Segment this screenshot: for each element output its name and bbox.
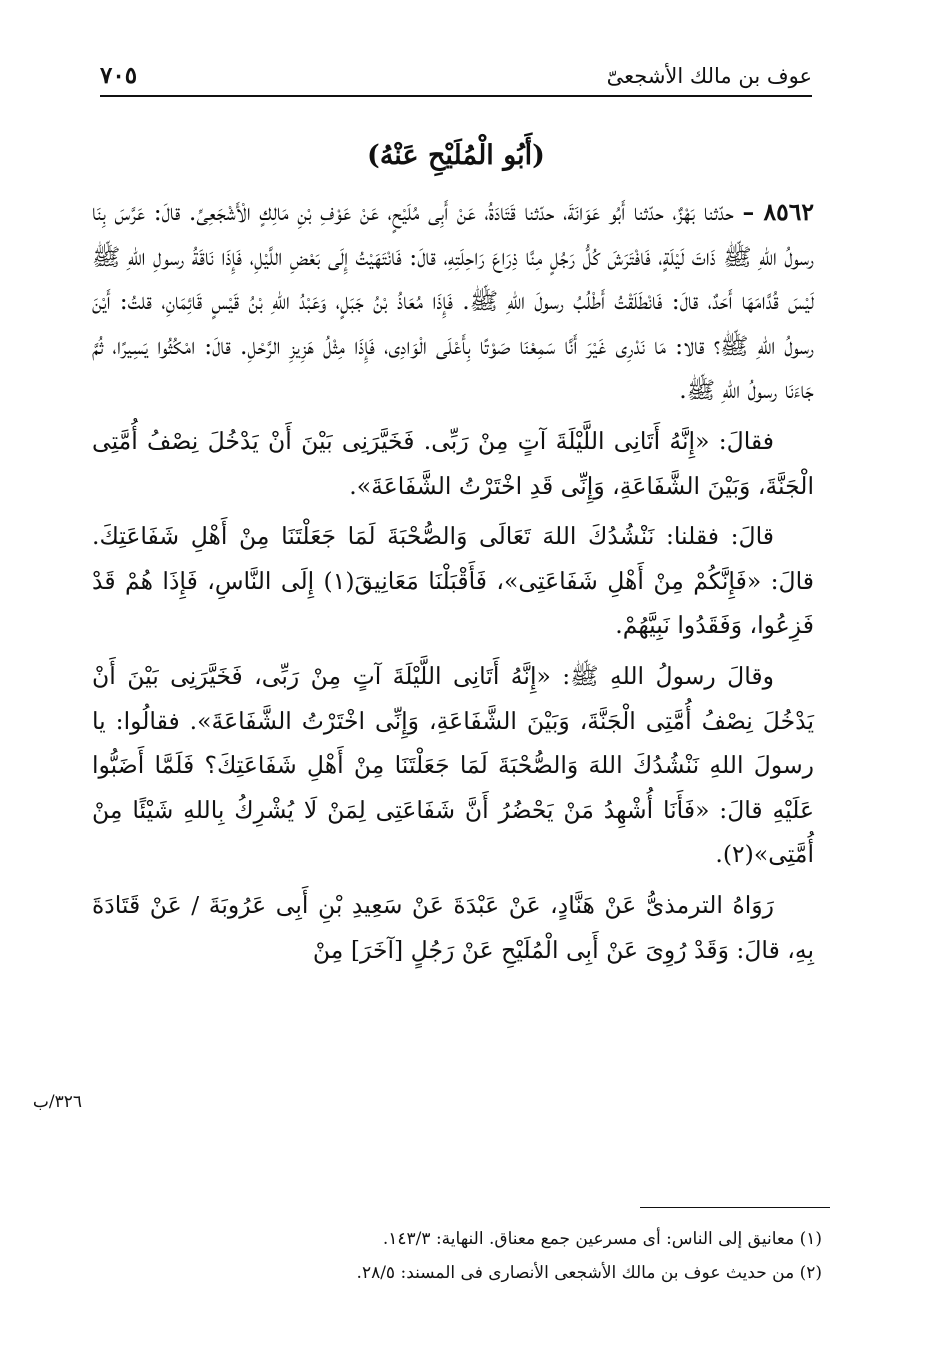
footnote-2: (٢) من حديث عوف بن مالك الأشجعى الأنصارى فى المسند: ٢٨/٥. [356, 1263, 822, 1283]
hadith-paragraph-3: قالَ: فقلنا: نَنْشُدُكَ اللهَ تَعَالَى وَالصُّحْبَةَ لَمَا جَعَلْتَنَا مِنْ أَهْلِ شَفَاعَتِكَ. قالَ: «فَإِنَّكُمْ مِنْ أَهْلِ شَفَاعَتِى»، فَأَقْبَلْنَا مَعَانِيقَ(١) إِلَى النَّاسِ، فَإِذَا هُمْ قَدْ فَزِعُوا، وَفَقَدُوا نَبِيَّهُمْ. [92, 522, 815, 640]
section-heading: (أَبُو الْمُلَيْحِ عَنْهُ) [367, 140, 545, 171]
running-title: عوف بن مالك الأشجعىّ [606, 64, 812, 88]
page-header [100, 58, 812, 98]
hadith-paragraph-2: فقالَ: «إِنَّهُ أَتَانِى اللَّيْلَةَ آتٍ مِنْ رَبِّى. فَخَيَّرَنِى بَيْنَ أَنْ يَدْخُلَ نِصْفُ أُمَّتِى الْجَنَّةَ، وَبَيْنَ الشَّفَاعَةِ، وَإِنِّى قَدِ اخْتَرْتُ الشَّفَاعَةَ». [92, 426, 814, 500]
footnote-1: (١) معانيق إلى الناس: أى مسرعين جمع معناق. النهاية: ١٤٣/٣. [382, 1229, 822, 1249]
hadith-number: ٨٥٦٢ – [742, 198, 814, 226]
footnotes [150, 1222, 822, 1290]
hadith-paragraph-5: رَوَاهُ الترمذىُّ عَنْ هَنَّادٍ، عَنْ عَبْدَةَ عَنْ سَعِيدِ بْنِ أَبِى عَرُوبَةَ / عَنْ قَتَادَةَ بِهِ، قالَ: وَقَدْ رُوِىَ عَنْ أَبِى الْمُلَيْحِ عَنْ رَجُلٍ [آخَرَ] مِنْ [92, 890, 814, 964]
hadith-paragraph-1 [92, 190, 814, 413]
hadith-text: حدّثنا بَهْزٌ، حدّثنا أَبُو عَوَانَةَ، حدّثنا قَتَادَةُ، عَنْ أَبِى مُلَيْحٍ، عَنْ عَوْفِ بْنِ مَالِكٍ الْأَشْجَعِىِّ. قالَ: عَرَّسَ بِنَا رسولُ اللهِ ﷺ ذَاتَ لَيْلَةٍ، فَافْتَرَشَ كُلُّ رَجُلٍ مِنَّا ذِرَاعَ رَاحِلَتِهِ، قالَ: فَانْتَهَيْتُ إِلَى بَعْضِ اللَّيْلِ، فَإِذَا نَاقَةُ رسولِ اللهِ ﷺ لَيْسَ قُدَّامَهَا أَحَدٌ، قالَ: فَانْطَلَقْتُ أَطْلُبُ رسولَ اللهِ ﷺ. فَإِذَا مُعَاذُ بْنُ جَبَلٍ، وَعَبْدُ اللهِ بْنُ قَيْسٍ قَائِمَانِ، قلتُ: أَيْنَ رسولُ اللهِ ﷺ؟ قالا: مَا نَدْرِى غَيْرَ أَنَّا سَمِعْنَا صَوْتًا بِأَعْلَى الْوَادِى، فَإِذَا مِثْلُ هَزِيزِ الرَّحْلِ. قالَ: امْكُثُوا يَسِيرًا، ثُمَّ جَاءَنَا رسولُ اللهِ ﷺ. [92, 198, 814, 405]
hadith-paragraph-4: وقالَ رسولُ اللهِ ﷺ: «إِنَّهُ أَتَانِى اللَّيْلَةَ آتٍ مِنْ رَبِّى، فَخَيَّرَنِى بَيْنَ أَنْ يَدْخُلَ نِصْفُ أُمَّتِى الْجَنَّةَ، وَبَيْنَ الشَّفَاعَةِ، وَإِنِّى اخْتَرْتُ الشَّفَاعَةَ». فقالُوا: يا رسولَ اللهِ نَنْشُدُكَ اللهَ وَالصُّحْبَةَ لَمَا جَعَلْتَنَا مِنْ أَهْلِ شَفَاعَتِكَ؟ فَلَمَّا أَضَبُّوا عَلَيْهِ قالَ: «فَأَنَا أُشْهِدُ مَنْ يَحْضُرُ أَنَّ شَفَاعَتِى لِمَنْ لَا يُشْرِكُ بِاللهِ شَيْئًا مِنْ أُمَّتِى»(٢). [92, 661, 814, 869]
hadith-body [92, 190, 814, 978]
manuscript-folio-note: ٣٢٦/ب [32, 1092, 83, 1112]
footnote-rule [640, 1207, 830, 1208]
header-rule [100, 95, 812, 97]
page-number: ٧٠٥ [100, 62, 138, 89]
